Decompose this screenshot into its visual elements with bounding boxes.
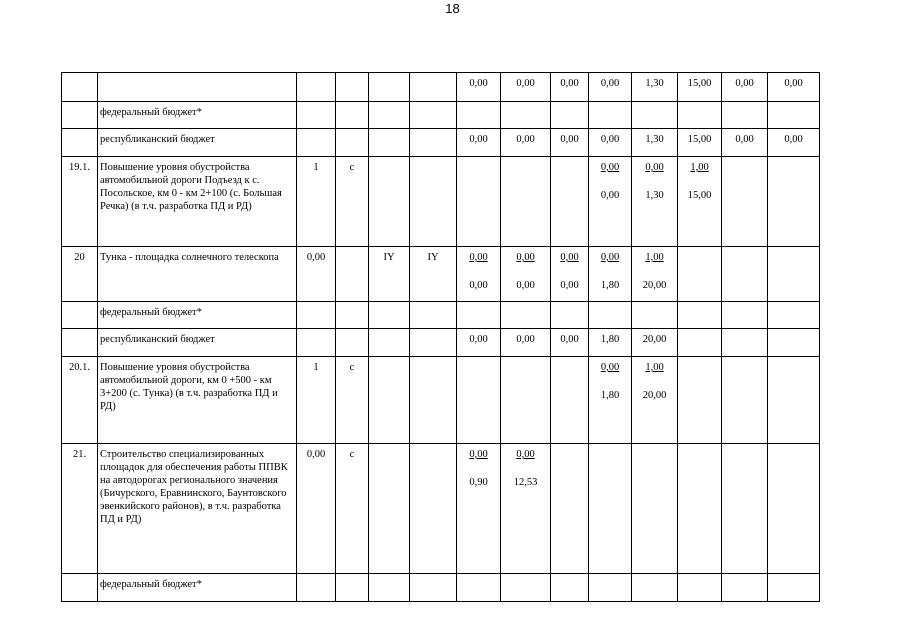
table-row	[62, 247, 820, 302]
attribute-cell	[410, 247, 457, 302]
amount-value: 0,00	[469, 334, 488, 345]
row-number-cell	[62, 444, 98, 574]
amount-cell	[632, 102, 678, 129]
amount-cell	[457, 247, 501, 302]
amount-cell	[678, 574, 722, 602]
attribute-cell	[336, 157, 369, 247]
amount-cell	[678, 129, 722, 157]
attribute-cell	[297, 102, 336, 129]
attribute-value	[369, 444, 409, 448]
amount-value: 1,80	[600, 334, 620, 345]
amount-bottom: 0,00	[516, 280, 535, 291]
attribute-value: с	[349, 162, 355, 173]
attribute-value: с	[349, 362, 355, 373]
amount-top: 0,00	[469, 449, 488, 460]
amount-bottom: 15,00	[687, 190, 712, 201]
item-name: федеральный бюджет*	[100, 307, 202, 318]
amount-bottom: 20,00	[642, 280, 667, 291]
amount-cell	[551, 357, 589, 444]
item-name: Повышение уровня обустройства автомобильной дороги Подъезд к с. Посольское, км 0 - км 2+100 (с. Большая Речка) (в т.ч. разработка ПД и РД)	[100, 162, 282, 212]
table-row	[62, 574, 820, 602]
attribute-cell	[336, 357, 369, 444]
amount-top: 1,00	[645, 252, 664, 263]
amount-value: 0,00	[516, 134, 535, 145]
amount-value: 0,00	[600, 134, 620, 145]
row-number-cell	[62, 73, 98, 102]
amount-cell	[632, 247, 678, 302]
amount-cell	[551, 574, 589, 602]
amount-cell	[678, 102, 722, 129]
amount-top: 1,00	[645, 362, 664, 373]
amount-cell	[551, 102, 589, 129]
amount-cell	[722, 73, 768, 102]
attribute-value	[297, 102, 335, 106]
attribute-value	[410, 329, 456, 333]
row-number-cell	[62, 129, 98, 157]
item-name: Повышение уровня обустройства автомобильной дороги, км 0 +500 - км 3+200 (с. Тунка) (в т.ч. разработка ПД и РД)	[100, 362, 278, 412]
table-row	[62, 302, 820, 329]
attribute-cell	[369, 302, 410, 329]
amount-cell	[768, 329, 820, 357]
item-name-cell	[98, 329, 297, 357]
attribute-cell	[410, 129, 457, 157]
amount-cell	[768, 247, 820, 302]
row-number-cell	[62, 574, 98, 602]
attribute-cell	[336, 444, 369, 574]
amount-cell	[501, 302, 551, 329]
table-row	[62, 444, 820, 574]
attribute-value	[336, 102, 368, 106]
amount-top: 0,00	[516, 449, 535, 460]
amount-cell	[722, 102, 768, 129]
item-name-cell	[98, 247, 297, 302]
attribute-cell	[297, 302, 336, 329]
attribute-value: 0,00	[306, 252, 326, 263]
amount-cell	[551, 444, 589, 574]
attribute-value	[336, 302, 368, 306]
attribute-value	[369, 574, 409, 578]
amount-bottom: 1,80	[600, 280, 620, 291]
attribute-cell	[410, 302, 457, 329]
attribute-cell	[336, 102, 369, 129]
amount-cell	[768, 73, 820, 102]
row-number-cell	[62, 247, 98, 302]
attribute-cell	[369, 247, 410, 302]
row-number: 19.1.	[69, 162, 90, 173]
amount-cell	[722, 329, 768, 357]
attribute-value: IY	[383, 252, 395, 263]
amount-cell	[632, 73, 678, 102]
amount-cell	[722, 157, 768, 247]
amount-cell	[768, 302, 820, 329]
item-name-cell	[98, 157, 297, 247]
amount-cell	[632, 329, 678, 357]
attribute-cell	[297, 357, 336, 444]
amount-cell	[722, 129, 768, 157]
amount-cell	[632, 444, 678, 574]
amount-cell	[632, 302, 678, 329]
attribute-value	[369, 129, 409, 133]
attribute-value	[410, 102, 456, 106]
amount-value: 15,00	[687, 78, 712, 89]
attribute-value	[297, 73, 335, 77]
amount-cell	[589, 444, 632, 574]
item-name-cell	[98, 73, 297, 102]
amount-bottom: 1,30	[645, 190, 664, 201]
table-row	[62, 157, 820, 247]
attribute-cell	[297, 329, 336, 357]
amount-cell	[678, 329, 722, 357]
row-number	[62, 329, 97, 333]
amount-cell	[501, 247, 551, 302]
attribute-cell	[336, 574, 369, 602]
amount-top: 0,00	[645, 162, 664, 173]
amount-cell	[551, 157, 589, 247]
attribute-value	[410, 444, 456, 448]
amount-cell	[501, 444, 551, 574]
amount-cell	[501, 73, 551, 102]
amount-cell	[551, 329, 589, 357]
amount-cell	[768, 574, 820, 602]
attribute-cell	[297, 73, 336, 102]
attribute-value	[410, 129, 456, 133]
amount-value: 20,00	[642, 334, 667, 345]
attribute-cell	[369, 129, 410, 157]
amount-bottom: 20,00	[642, 390, 667, 401]
item-name-cell	[98, 574, 297, 602]
amount-value: 0,00	[560, 134, 579, 145]
amount-cell	[501, 329, 551, 357]
item-name-cell	[98, 129, 297, 157]
row-number-cell	[62, 302, 98, 329]
attribute-cell	[369, 102, 410, 129]
amount-value: 1,30	[645, 134, 664, 145]
amount-value: 0,00	[469, 134, 488, 145]
attribute-cell	[410, 73, 457, 102]
amount-cell	[589, 247, 632, 302]
item-name: Строительство специализированных площадок для обеспечения работы ППВК на автодорогах регионального значения (Бичурского, Еравнинского, Баунтовского эвенкийского районов), в т.ч. разработка ПД и РД)	[100, 449, 288, 525]
amount-cell	[501, 129, 551, 157]
row-number-cell	[62, 157, 98, 247]
amount-cell	[722, 444, 768, 574]
table-row	[62, 73, 820, 102]
amount-cell	[589, 129, 632, 157]
amount-cell	[457, 574, 501, 602]
attribute-cell	[336, 73, 369, 102]
amount-cell	[632, 129, 678, 157]
amount-top: 0,00	[600, 362, 620, 373]
amount-value: 0,00	[735, 78, 754, 89]
attribute-cell	[369, 73, 410, 102]
amount-value: 0,00	[516, 334, 535, 345]
amount-cell	[501, 157, 551, 247]
attribute-cell	[410, 574, 457, 602]
attribute-cell	[369, 574, 410, 602]
attribute-value	[297, 129, 335, 133]
amount-cell	[768, 129, 820, 157]
amount-value: 0,00	[784, 134, 803, 145]
amount-value: 0,00	[560, 78, 579, 89]
amount-cell	[768, 357, 820, 444]
attribute-cell	[336, 329, 369, 357]
attribute-cell	[410, 102, 457, 129]
attribute-value	[336, 247, 368, 251]
amount-cell	[678, 357, 722, 444]
row-number	[62, 574, 97, 578]
amount-cell	[768, 102, 820, 129]
attribute-cell	[369, 444, 410, 574]
budget-table	[61, 72, 820, 602]
attribute-cell	[410, 329, 457, 357]
item-name: республиканский бюджет	[100, 334, 215, 345]
item-name-cell	[98, 302, 297, 329]
amount-cell	[589, 329, 632, 357]
amount-cell	[632, 574, 678, 602]
item-name: федеральный бюджет*	[100, 107, 202, 118]
amount-cell	[551, 302, 589, 329]
attribute-cell	[369, 329, 410, 357]
attribute-value	[410, 574, 456, 578]
item-name: федеральный бюджет*	[100, 579, 202, 590]
amount-cell	[632, 157, 678, 247]
amount-cell	[678, 157, 722, 247]
amount-cell	[768, 157, 820, 247]
amount-cell	[678, 302, 722, 329]
amount-cell	[589, 574, 632, 602]
attribute-value	[336, 574, 368, 578]
attribute-value	[336, 129, 368, 133]
row-number	[62, 302, 97, 306]
attribute-value	[297, 302, 335, 306]
attribute-cell	[297, 157, 336, 247]
amount-cell	[501, 574, 551, 602]
row-number-cell	[62, 357, 98, 444]
row-number: 20	[74, 252, 85, 263]
amount-cell	[589, 357, 632, 444]
row-number-cell	[62, 329, 98, 357]
amount-cell	[722, 302, 768, 329]
item-name: Тунка - площадка солнечного телескопа	[100, 252, 279, 263]
attribute-value	[410, 73, 456, 77]
amount-cell	[501, 102, 551, 129]
amount-cell	[678, 247, 722, 302]
amount-bottom: 1,80	[600, 390, 620, 401]
amount-top: 0,00	[469, 252, 488, 263]
amount-cell	[589, 157, 632, 247]
attribute-value	[369, 357, 409, 361]
amount-cell	[589, 73, 632, 102]
row-number-cell	[62, 102, 98, 129]
row-number: 21.	[72, 449, 87, 460]
attribute-cell	[297, 129, 336, 157]
amount-bottom: 0,00	[600, 190, 620, 201]
attribute-value	[336, 329, 368, 333]
item-name-cell	[98, 444, 297, 574]
attribute-value: 0,00	[306, 449, 326, 460]
amount-cell	[632, 357, 678, 444]
amount-cell	[589, 302, 632, 329]
table-row	[62, 102, 820, 129]
attribute-cell	[297, 444, 336, 574]
attribute-cell	[369, 357, 410, 444]
amount-cell	[457, 102, 501, 129]
amount-bottom: 12,53	[513, 477, 538, 488]
attribute-value: IY	[427, 252, 439, 263]
amount-value: 0,00	[516, 78, 535, 89]
attribute-value	[336, 73, 368, 77]
attribute-value	[369, 73, 409, 77]
attribute-value: 1	[313, 362, 319, 373]
amount-value: 0,00	[735, 134, 754, 145]
amount-bottom: 0,00	[469, 280, 488, 291]
attribute-value	[369, 157, 409, 161]
amount-value: 1,30	[645, 78, 664, 89]
amount-cell	[457, 302, 501, 329]
amount-top: 1,00	[690, 162, 709, 173]
amount-bottom: 0,90	[469, 477, 488, 488]
amount-value: 0,00	[600, 78, 620, 89]
amount-cell	[457, 129, 501, 157]
amount-top: 0,00	[560, 252, 579, 263]
amount-cell	[457, 444, 501, 574]
item-name: республиканский бюджет	[100, 134, 215, 145]
attribute-cell	[336, 247, 369, 302]
attribute-cell	[297, 247, 336, 302]
attribute-value	[369, 102, 409, 106]
attribute-value	[410, 357, 456, 361]
table-row	[62, 129, 820, 157]
item-name-cell	[98, 357, 297, 444]
page-number: 18	[445, 1, 460, 16]
attribute-cell	[336, 302, 369, 329]
attribute-value	[410, 302, 456, 306]
amount-cell	[768, 444, 820, 574]
attribute-cell	[297, 574, 336, 602]
row-number	[62, 102, 97, 106]
item-name	[100, 73, 296, 77]
amount-cell	[678, 444, 722, 574]
attribute-value: с	[349, 449, 355, 460]
amount-cell	[722, 574, 768, 602]
attribute-value	[369, 302, 409, 306]
attribute-value	[297, 574, 335, 578]
amount-value: 0,00	[784, 78, 803, 89]
amount-cell	[722, 247, 768, 302]
amount-value: 15,00	[687, 134, 712, 145]
amount-cell	[457, 357, 501, 444]
amount-top: 0,00	[600, 162, 620, 173]
amount-cell	[678, 73, 722, 102]
amount-top: 0,00	[516, 252, 535, 263]
amount-value: 0,00	[469, 78, 488, 89]
item-name-cell	[98, 102, 297, 129]
attribute-cell	[410, 157, 457, 247]
table-row	[62, 357, 820, 444]
row-number	[62, 129, 97, 133]
attribute-cell	[336, 129, 369, 157]
attribute-cell	[410, 357, 457, 444]
amount-cell	[457, 329, 501, 357]
amount-cell	[457, 157, 501, 247]
amount-top: 0,00	[600, 252, 620, 263]
amount-cell	[722, 357, 768, 444]
amount-bottom: 0,00	[560, 280, 579, 291]
attribute-value	[369, 329, 409, 333]
row-number: 20.1.	[69, 362, 90, 373]
amount-cell	[589, 102, 632, 129]
amount-value: 0,00	[560, 334, 579, 345]
attribute-cell	[369, 157, 410, 247]
attribute-value: 1	[313, 162, 319, 173]
attribute-value	[297, 329, 335, 333]
attribute-cell	[410, 444, 457, 574]
amount-cell	[457, 73, 501, 102]
attribute-value	[410, 157, 456, 161]
amount-cell	[501, 357, 551, 444]
amount-cell	[551, 73, 589, 102]
row-number	[62, 73, 97, 77]
amount-cell	[551, 247, 589, 302]
table-row	[62, 329, 820, 357]
amount-cell	[551, 129, 589, 157]
